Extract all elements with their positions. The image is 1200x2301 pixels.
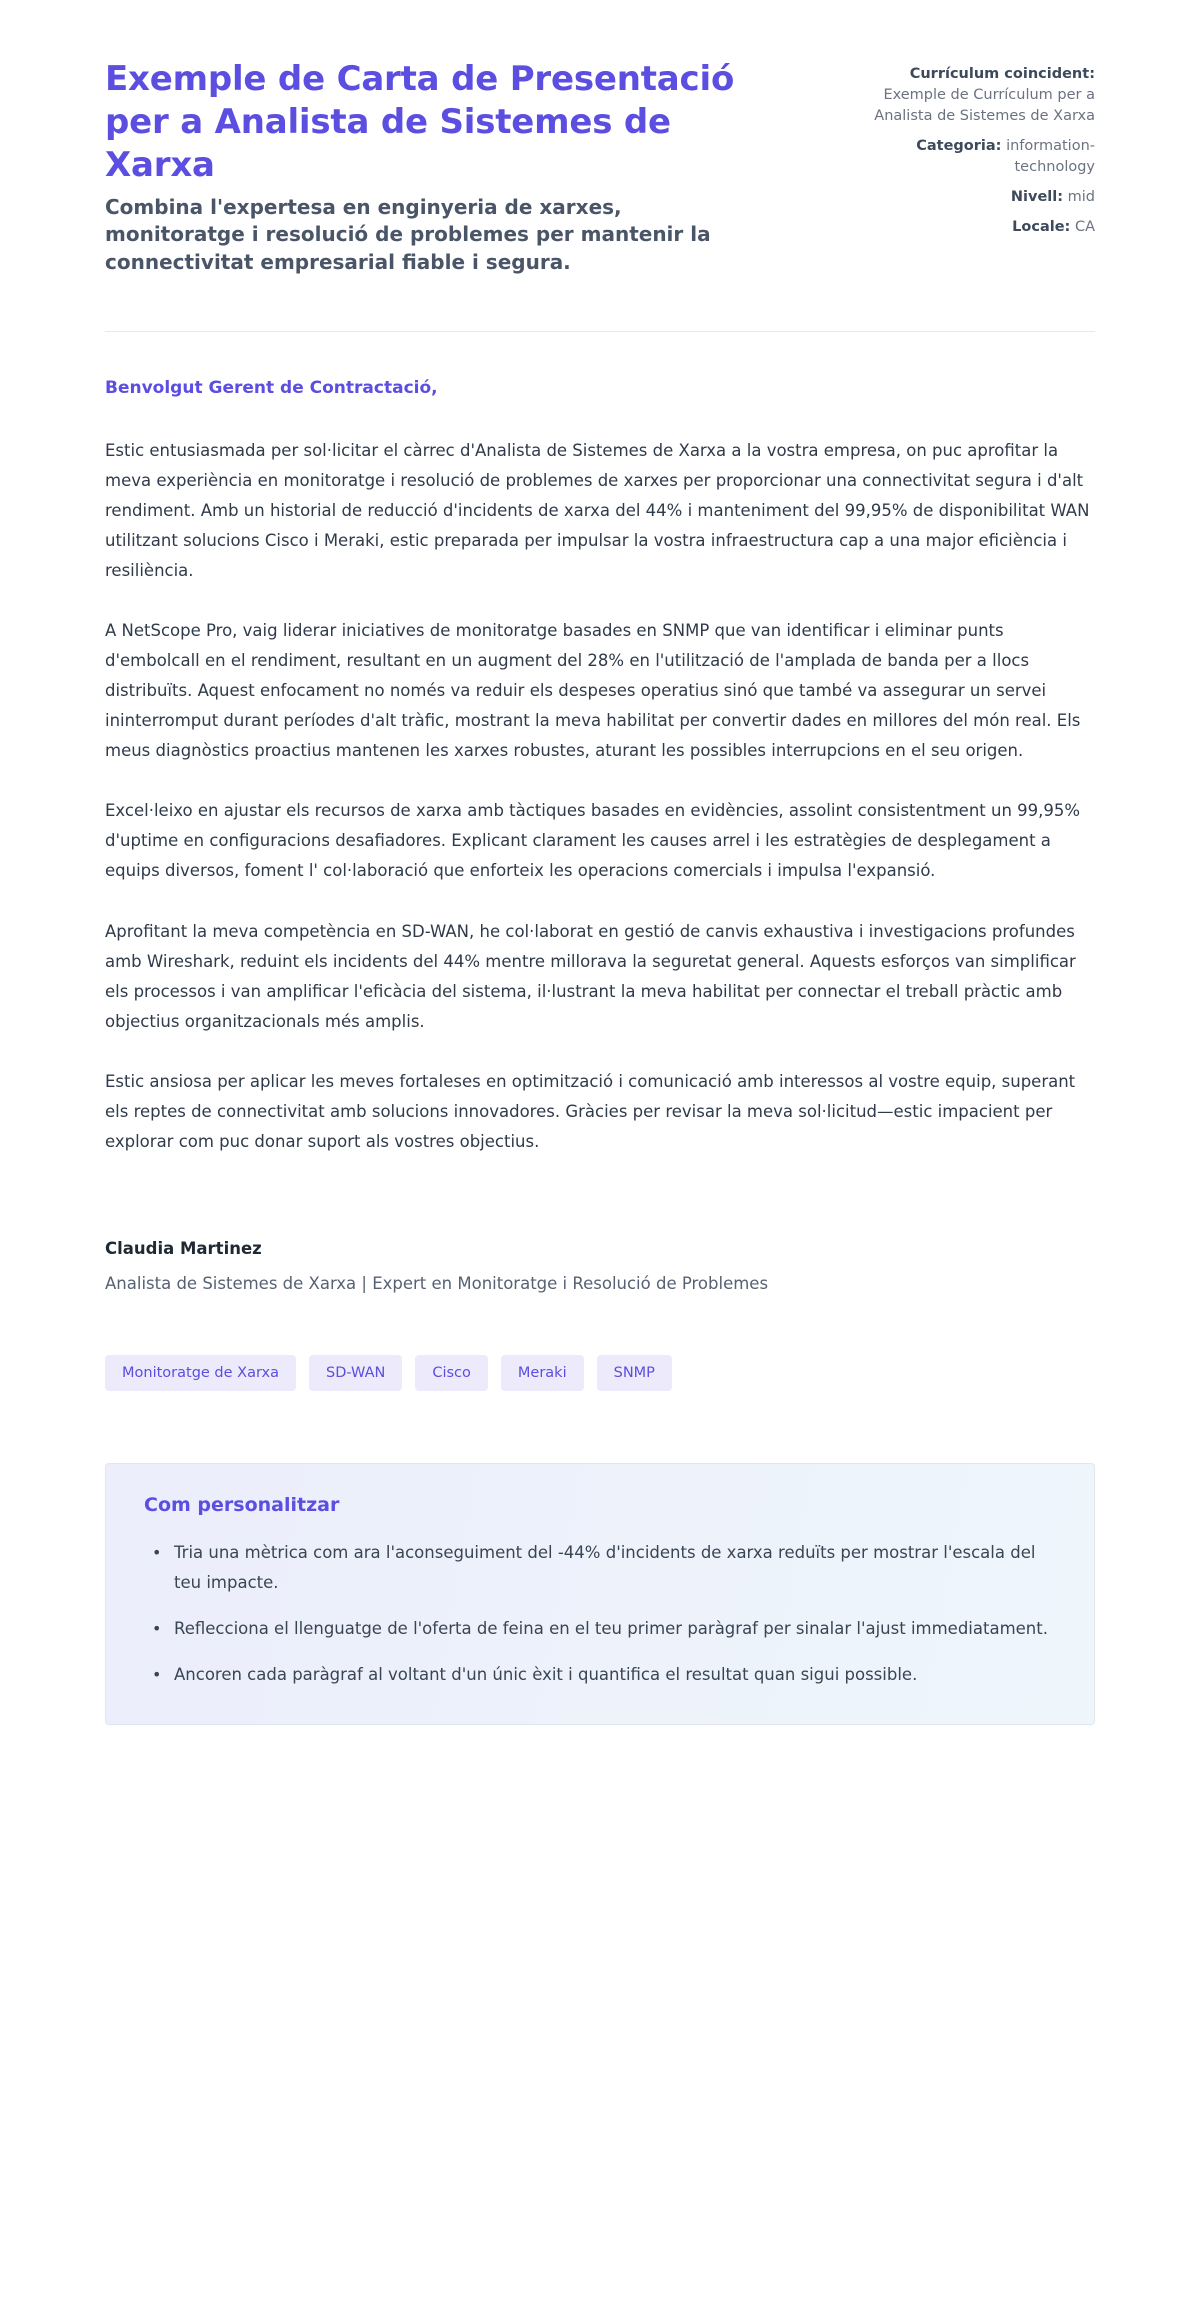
metadata-matching-resume <box>850 64 1095 127</box>
metadata-matching-resume-value: Exemple de Currículum per a Analista de Sistemes de Xarxa <box>874 87 1095 125</box>
customize-tip-item: • Tria una mètrica com ara l'aconseguiment del -44% d'incidents de xarxa reduïts per mostrar l'escala del teu impacte. <box>168 1538 1056 1598</box>
letter-paragraph: Aprofitant la meva competència en SD-WAN, he col·laborat en gestió de canvis exhaustiva i investigacions profundes amb Wireshark, reduint els incidents del 44% mentre millorava la seguretat general. Aquests esforços van simplificar els processos i van amplificar l'eficàcia del sistema, il·lustrant la meva habilitat per connectar el treball pràctic amb objectius organitzacionals més amplis. <box>105 921 1076 1031</box>
letter-body <box>105 332 1095 1156</box>
metadata-category <box>850 136 1095 178</box>
page-subtitle: Combina l'expertesa en enginyeria de xarxes, monitoratge i resolució de problemes per mantenir la connectivitat empresarial fiable i segura. <box>105 194 711 274</box>
customize-callout-title: Com personalitzar <box>144 1493 340 1516</box>
skill-tag[interactable]: Cisco <box>415 1355 488 1391</box>
skill-tag[interactable]: SD-WAN <box>309 1355 402 1391</box>
signature-role: Analista de Sistemes de Xarxa | Expert en Monitoratge i Resolució de Problemes <box>105 1273 769 1293</box>
page-title: Exemple de Carta de Presentació per a Analista de Sistemes de Xarxa <box>105 59 735 186</box>
customize-tip-list <box>144 1538 1056 1690</box>
signature-name: Claudia Martinez <box>105 1238 262 1258</box>
customize-tip-item: • Reflecciona el llenguatge de l'oferta de feina en el teu primer paràgraf per sinalar l'ajust immediatament. <box>168 1614 1056 1644</box>
metadata-level <box>850 187 1095 208</box>
customize-callout <box>105 1463 1095 1725</box>
skill-tag[interactable]: SNMP <box>597 1355 672 1391</box>
metadata-category-label: Categoria: <box>916 138 1002 155</box>
letter-paragraph: Estic ansiosa per aplicar les meves fortaleses en optimització i comunicació amb interessos al vostre equip, superant els reptes de connectivitat amb solucions innovadores. Gràcies per revisar la meva sol·licitud—estic impacient per explorar com puc donar suport als vostres objectius. <box>105 1071 1076 1151</box>
metadata-locale <box>850 217 1095 238</box>
skill-tag-list <box>105 1293 1095 1391</box>
customize-tip-item: • Ancoren cada paràgraf al voltant d'un únic èxit i quantifica el resultat quan sigui possible. <box>168 1660 1056 1690</box>
letter-paragraph: Excel·leixo en ajustar els recursos de xarxa amb tàctiques basades en evidències, assolint consistentment un 99,95% d'uptime en configuracions desafiadores. Explicant clarament les causes arrel i les estratègies de desplegament a equips diversos, foment l' col·laboració que enforteix les operacions comercials i impulsa l'expansió. <box>105 801 1081 881</box>
metadata-panel <box>850 58 1095 238</box>
skill-tag[interactable]: Monitoratge de Xarxa <box>105 1355 296 1391</box>
metadata-level-value: mid <box>1067 189 1095 206</box>
letter-paragraph: Estic entusiasmada per sol·licitar el càrrec d'Analista de Sistemes de Xarxa a la vostra empresa, on puc aprofitar la meva experiència en monitoratge i resolució de problemes de xarxes per proporcionar una connectivitat segura i d'alt rendiment. Amb un historial de reducció d'incidents de xarxa del 44% i manteniment del 99,95% de disponibilitat WAN utilitzant solucions Cisco i Meraki, estic preparada per impulsar la vostra infraestructura cap a una major eficiència i resiliència. <box>105 441 1090 581</box>
page-header <box>105 58 1095 276</box>
metadata-matching-resume-label: Currículum coincident: <box>909 66 1095 82</box>
skill-tag[interactable]: Meraki <box>501 1355 584 1391</box>
metadata-locale-label: Locale: <box>1012 219 1071 236</box>
letter-greeting: Benvolgut Gerent de Contractació, <box>105 378 438 399</box>
metadata-locale-value: CA <box>1074 219 1095 236</box>
signature-block <box>105 1187 1095 1293</box>
metadata-category-value: information-technology <box>1006 138 1095 176</box>
letter-paragraph: A NetScope Pro, vaig liderar iniciatives de monitoratge basades en SNMP que van identificar i eliminar punts d'embolcall en el rendiment, resultant en un augment del 28% en l'utilització de l'amplada de banda per a llocs distribuïts. Aquest enfocament no només va reduir els despeses operatius sinó que també va assegurar un servei ininterromput durant períodes d'alt tràfic, mostrant la meva habilitat per convertir dades en millores del món real. Els meus diagnòstics proactius mantenen les xarxes robustes, aturant les possibles interrupcions en el seu origen. <box>105 621 1081 761</box>
header-title-block <box>105 58 765 276</box>
metadata-level-label: Nivell: <box>1010 189 1064 206</box>
